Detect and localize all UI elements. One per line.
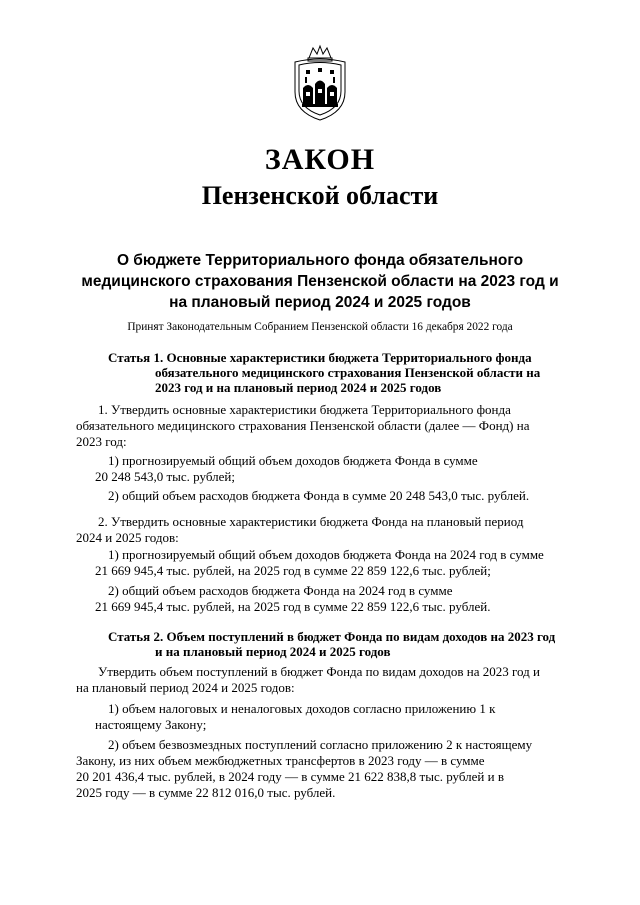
article-title-line: Статья 1. Основные характеристики бюджета Территориального фонда	[108, 350, 532, 365]
paragraph-line: на плановый период 2024 и 2025 годов:	[76, 680, 295, 695]
paragraph-line: 21 669 945,4 тыс. рублей, на 2025 год в сумме 22 859 122,6 тыс. рублей;	[95, 563, 491, 578]
paragraph-line: 2) общий объем расходов бюджета Фонда в сумме 20 248 543,0 тыс. рублей.	[108, 488, 530, 503]
article-title-line: Статья 2. Объем поступлений в бюджет Фонда по видам доходов на 2023 год	[108, 629, 556, 644]
paragraph-line: Закону, из них объем межбюджетных трансфертов в 2023 году — в сумме	[76, 753, 485, 768]
adoption-statement: Принят Законодательным Собранием Пензенской области 16 декабря 2022 года	[127, 321, 513, 333]
paragraph-line: 2. Утвердить основные характеристики бюджета Фонда на плановый период	[98, 514, 524, 529]
paragraph-line: 2024 и 2025 годов:	[76, 530, 179, 545]
paragraph-line: 21 669 945,4 тыс. рублей, на 2025 год в сумме 22 859 122,6 тыс. рублей.	[95, 599, 491, 614]
article-2-item-2	[76, 737, 564, 801]
article-1-title	[108, 350, 568, 395]
paragraph-line: 2025 году — в сумме 22 812 016,0 тыс. рублей.	[76, 785, 336, 800]
paragraph-line: 2023 год:	[76, 434, 127, 449]
article-1-paragraph-2	[76, 514, 564, 546]
paragraph-line: 1) прогнозируемый общий объем доходов бюджета Фонда в сумме	[108, 453, 478, 468]
law-subtitle: Пензенской области	[201, 181, 439, 210]
paragraph-line: 2) объем безвозмездных поступлений согласно приложению 2 к настоящему	[108, 737, 533, 752]
paragraph-line: 20 248 543,0 тыс. рублей;	[95, 469, 235, 484]
paragraph-line: 1) объем налоговых и неналоговых доходов согласно приложению 1 к	[108, 701, 496, 716]
article-1-item-2	[76, 488, 564, 504]
heading-line: медицинского страхования Пензенской области на 2023 год и	[81, 273, 559, 290]
law-title: ЗАКОН	[264, 143, 376, 176]
article-2-title	[108, 629, 568, 659]
paragraph-line: обязательного медицинского страхования Пензенской области (далее — Фонд) на	[76, 418, 530, 433]
article-title-line: 2023 год и на плановый период 2024 и 2025 годов	[155, 380, 442, 395]
heading-line: на плановый период 2024 и 2025 годов	[169, 294, 471, 311]
article-2-paragraph-1	[76, 664, 564, 696]
paragraph-line: 2) общий объем расходов бюджета Фонда на 2024 год в сумме	[108, 583, 453, 598]
article-2-item-1	[76, 701, 564, 733]
document-heading	[80, 250, 560, 313]
article-title-line: обязательного медицинского страхования Пензенской области на	[155, 365, 541, 380]
paragraph-line: Утвердить объем поступлений в бюджет Фонда по видам доходов на 2023 год и	[98, 664, 540, 679]
article-1-paragraph-1	[76, 402, 564, 450]
paragraph-line: 20 201 436,4 тыс. рублей, в 2024 году — в сумме 21 622 838,8 тыс. рублей и в	[76, 769, 504, 784]
article-title-line: и на плановый период 2024 и 2025 годов	[155, 644, 391, 659]
paragraph-line: 1) прогнозируемый общий объем доходов бюджета Фонда на 2024 год в сумме	[108, 547, 544, 562]
paragraph-text: 1. Утвердить основные характеристики бюджета Территориального фонда	[98, 402, 511, 417]
penza-coat-of-arms-icon	[289, 44, 351, 122]
article-1-item-1	[76, 453, 564, 485]
article-1-item-2-1	[76, 547, 564, 579]
heading-line: О бюджете Территориального фонда обязательного	[116, 252, 524, 269]
article-1-item-2-2	[76, 583, 564, 615]
paragraph-line	[76, 402, 564, 418]
paragraph-line: настоящему Закону;	[95, 717, 207, 732]
